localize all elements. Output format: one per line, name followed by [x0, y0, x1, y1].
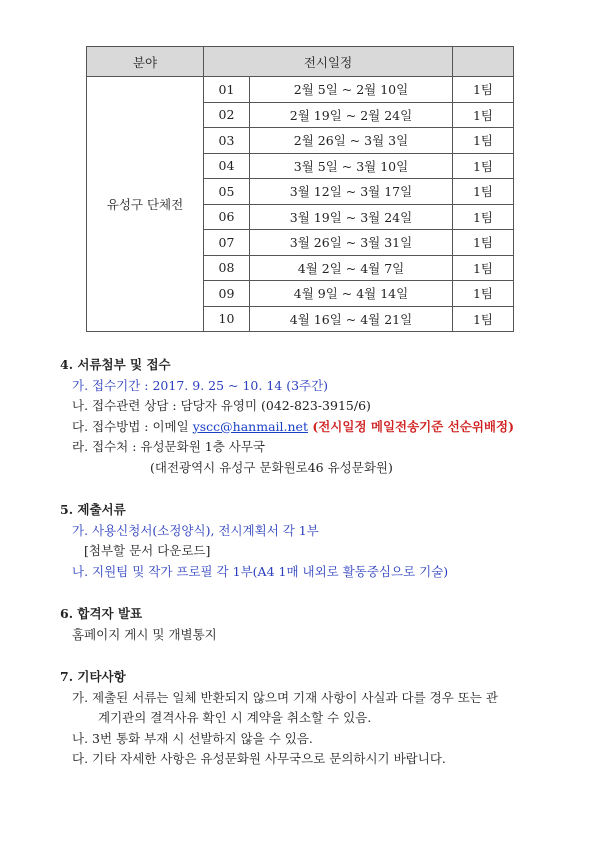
exhibition-schedule-table: [86, 46, 514, 332]
row-team: 1팀: [453, 281, 514, 307]
row-team: 1팀: [453, 153, 514, 179]
row-team: 1팀: [453, 230, 514, 256]
section-misc: [62, 667, 552, 770]
submission-contact: 나. 접수관련 상담 : 담당자 유영미 (042-823-3915/6): [72, 398, 371, 413]
row-number: 07: [204, 230, 250, 256]
misc-item-2: 나. 3번 통화 부재 시 선발하지 않을 수 있음.: [72, 730, 313, 746]
row-dates: 3월 19일 ~ 3월 24일: [250, 204, 453, 230]
misc-item-1b: 계기관의 결격사유 확인 시 계약을 취소할 수 있음.: [98, 710, 372, 725]
row-dates: 3월 12일 ~ 3월 17일: [250, 179, 453, 205]
row-number: 03: [204, 128, 250, 154]
announcement-body: 홈페이지 게시 및 개별통지: [72, 626, 217, 642]
row-team: 1팀: [453, 128, 514, 154]
section-title: 6. 합격자 발표: [60, 606, 143, 621]
submission-method: [62, 417, 552, 438]
document-body: [62, 355, 552, 792]
row-number: 02: [204, 102, 250, 128]
document-item-application: 가. 사용신청서(소정양식), 전시계획서 각 1부: [72, 522, 319, 538]
row-number: 10: [204, 306, 250, 332]
misc-item-1a: 가. 제출된 서류는 일체 반환되지 않으며 기재 사항이 사실과 다를 경우 또는 관: [72, 689, 498, 705]
section-title: 5. 제출서류: [60, 502, 126, 517]
submission-address: (대전광역시 유성구 문화원로46 유성문화원): [150, 459, 393, 475]
submission-place: 라. 접수처 : 유성문화원 1층 사무국: [72, 439, 265, 454]
row-dates: 2월 19일 ~ 2월 24일: [250, 102, 453, 128]
row-dates: 3월 26일 ~ 3월 31일: [250, 230, 453, 256]
header-field: 분야: [87, 47, 204, 77]
section-title: 7. 기타사항: [60, 669, 126, 684]
row-team: 1팀: [453, 204, 514, 230]
section-submission: [62, 355, 552, 478]
row-team: 1팀: [453, 179, 514, 205]
row-dates: 4월 9일 ~ 4월 14일: [250, 281, 453, 307]
header-schedule: 전시일정: [204, 47, 453, 77]
header-extra: [453, 47, 514, 77]
row-team: 1팀: [453, 255, 514, 281]
row-number: 05: [204, 179, 250, 205]
row-number: 04: [204, 153, 250, 179]
row-number: 01: [204, 77, 250, 103]
table-header-row: [87, 47, 514, 77]
row-dates: 2월 26일 ~ 3월 3일: [250, 128, 453, 154]
row-team: 1팀: [453, 77, 514, 103]
table-row: [87, 77, 514, 103]
section-documents: [62, 500, 552, 582]
email-link[interactable]: yscc@hanmail.net: [192, 418, 308, 434]
attachment-download-link[interactable]: [첨부할 문서 다운로드]: [84, 543, 211, 558]
row-dates: 4월 2일 ~ 4월 7일: [250, 255, 453, 281]
group-label: 유성구 단체전: [87, 77, 204, 332]
submission-period: 가. 접수기간 : 2017. 9. 25 ~ 10. 14 (3주간): [72, 377, 329, 393]
method-note: (전시일정 메일전송기준 선순위배정): [307, 418, 514, 434]
document-item-profile: 나. 지원팀 및 작가 프로필 각 1부(A4 1매 내외로 활동중심으로 기술): [72, 563, 449, 579]
row-team: 1팀: [453, 102, 514, 128]
row-number: 06: [204, 204, 250, 230]
row-number: 09: [204, 281, 250, 307]
row-dates: 3월 5일 ~ 3월 10일: [250, 153, 453, 179]
misc-item-3: 다. 기타 자세한 사항은 유성문화원 사무국으로 문의하시기 바랍니다.: [72, 751, 446, 766]
row-dates: 4월 16일 ~ 4월 21일: [250, 306, 453, 332]
row-number: 08: [204, 255, 250, 281]
section-announcement: [62, 604, 552, 645]
section-title: 4. 서류첨부 및 접수: [60, 357, 171, 372]
row-dates: 2월 5일 ~ 2월 10일: [250, 77, 453, 103]
row-team: 1팀: [453, 306, 514, 332]
method-prefix: 다. 접수방법 : 이메일: [72, 418, 193, 434]
